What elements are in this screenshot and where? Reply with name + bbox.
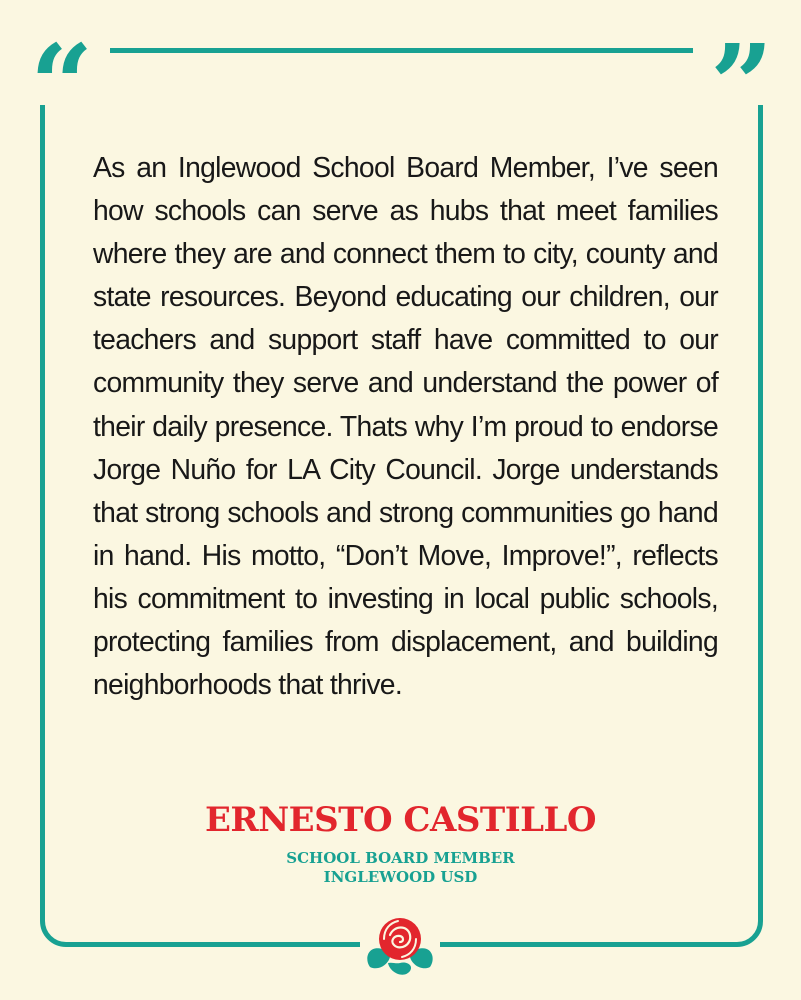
rose-icon-graphic <box>360 905 440 981</box>
speaker-name: ERNESTO CASTILLO <box>204 800 597 840</box>
open-quote-icon: “ <box>30 20 94 149</box>
close-quote-icon: ” <box>710 20 774 149</box>
testimonial-text: As an Inglewood School Board Member, I’ve seen how schools can serve as hubs that meet families where they are and connect them to city, county and state resources. Beyond educating our children, our teachers and support staff have committed to our community they serve and understand the power of their daily presence. Thats why I’m proud to endorse Jorge Nuño for LA City Council. Jorge understands that strong schools and strong communities go hand in hand. His motto, “Don’t Move, Improve!”, reflects his commitment to investing in local public schools, protecting families from displacement, and building neighborhoods that thrive. <box>93 151 718 701</box>
speaker-title: SCHOOL BOARD MEMBER <box>286 849 515 867</box>
rose-icon <box>360 905 440 981</box>
speaker-organization: INGLEWOOD USD <box>323 868 478 886</box>
rose-leaf-bottom <box>388 962 411 974</box>
rose-bloom <box>379 918 421 960</box>
